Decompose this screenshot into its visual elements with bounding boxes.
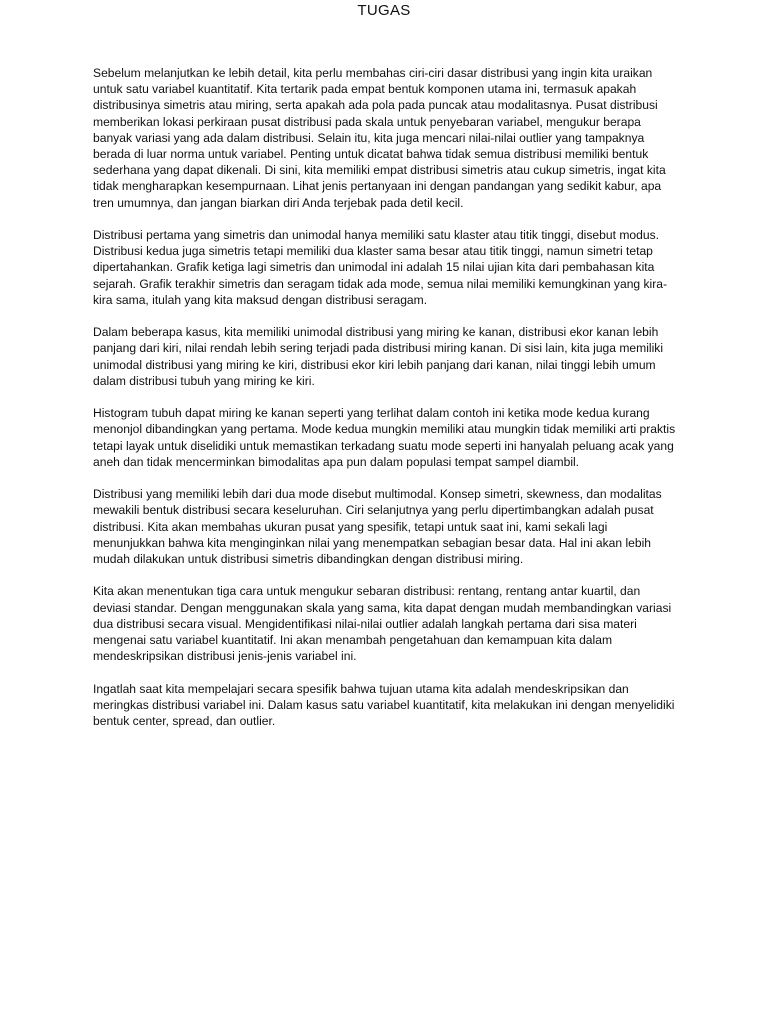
paragraph-5: Distribusi yang memiliki lebih dari dua mode disebut multimodal. Konsep simetri, skewness, dan modalitas mewakili bentuk distribusi secara keseluruhan. Ciri selanjutnya yang perlu dipertimbangkan adalah pusat distribusi. Kita akan membahas ukuran pusat yang spesifik, tetapi untuk saat ini, kami sekali lagi menunjukkan bahwa kita menginginkan nilai yang menempatkan sebagian besar data. Hal ini akan lebih mudah dilakukan untuk distribusi simetris dibandingkan dengan distribusi miring.	[93, 487, 662, 567]
paragraph-7: Ingatlah saat kita mempelajari secara spesifik bahwa tujuan utama kita adalah mendeskripsikan dan meringkas distribusi variabel ini. Dalam kasus satu variabel kuantitatif, kita melakukan ini dengan menyelidiki bentuk center, spread, dan outlier.	[93, 681, 675, 729]
document-body	[93, 65, 679, 745]
paragraph-4: Histogram tubuh dapat miring ke kanan seperti yang terlihat dalam contoh ini ketika mode kedua kurang menonjol dibandingkan yang pertama. Mode kedua mungkin memiliki atau mungkin tidak memiliki arti praktis tetapi layak untuk diselidiki untuk memastikan terkadang suatu mode seperti ini hanyalah peluang acak yang aneh dan tidak mencerminkan bimodalitas apa pun dalam populasi tempat sampel diambil.	[93, 406, 676, 469]
paragraph-3: Dalam beberapa kasus, kita memiliki unimodal distribusi yang miring ke kanan, distribusi ekor kanan lebih panjang dari kiri, nilai rendah lebih sering terjadi pada distribusi miring kanan. Di sisi lain, kita juga memiliki unimodal distribusi yang miring ke kiri, distribusi ekor kiri lebih panjang dari kanan, nilai tinggi lebih umum dalam distribusi tubuh yang miring ke kiri.	[93, 325, 664, 388]
paragraph-6: Kita akan menentukan tiga cara untuk mengukur sebaran distribusi: rentang, rentang antar kuartil, dan deviasi standar. Dengan menggunakan skala yang sama, kita dapat dengan mudah membandingkan variasi dua distribusi secara visual. Mengidentifikasi nilai-nilai outlier adalah langkah pertama dari sisa materi mengenai satu variabel kuantitatif. Ini akan menambah pengetahuan dan kemampuan kita dalam mendeskripsikan distribusi jenis-jenis variabel ini.	[93, 584, 672, 664]
paragraph-2: Distribusi pertama yang simetris dan unimodal hanya memiliki satu klaster atau titik tinggi, disebut modus. Distribusi kedua juga simetris tetapi memiliki dua klaster sama besar atau titik tinggi, namun simetri tetap dipertahankan. Grafik ketiga lagi simetris dan unimodal ini adalah 15 nilai ujian kita dari pembahasan kita sejarah. Grafik terakhir simetris dan seragam tidak ada mode, semua nilai memiliki kemungkinan yang kira-kira sama, itulah yang kita maksud dengan distribusi seragam.	[93, 228, 668, 307]
paragraph-1: Sebelum melanjutkan ke lebih detail, kita perlu membahas ciri-ciri dasar distribusi yang ingin kita uraikan untuk satu variabel kuantitatif. Kita tertarik pada empat bentuk komponen utama ini, termasuk apakah distribusinya simetris atau miring, serta apakah ada pola pada puncak atau modalitasnya. Pusat distribusi memberikan lokasi perkiraan pusat distribusi pada skala untuk penyebaran variabel, mengukur berapa banyak variasi yang ada dalam distribusi. Selain itu, kita juga mencari nilai-nilai outlier yang tampaknya berada di luar norma untuk variabel. Penting untuk dicatat bahwa tidak semua distribusi memiliki bentuk sederhana yang dapat dikenali. Di sini, kita memiliki empat distribusi simetris atau cukup simetris, ingat kita tidak mengharapkan kesempurnaan. Lihat jenis pertanyaan ini dengan pandangan yang sedikit kabur, apa tren umumnya, dan jangan biarkan diri Anda terjebak pada detil kecil.	[93, 66, 666, 210]
document-title: TUGAS	[357, 2, 411, 19]
